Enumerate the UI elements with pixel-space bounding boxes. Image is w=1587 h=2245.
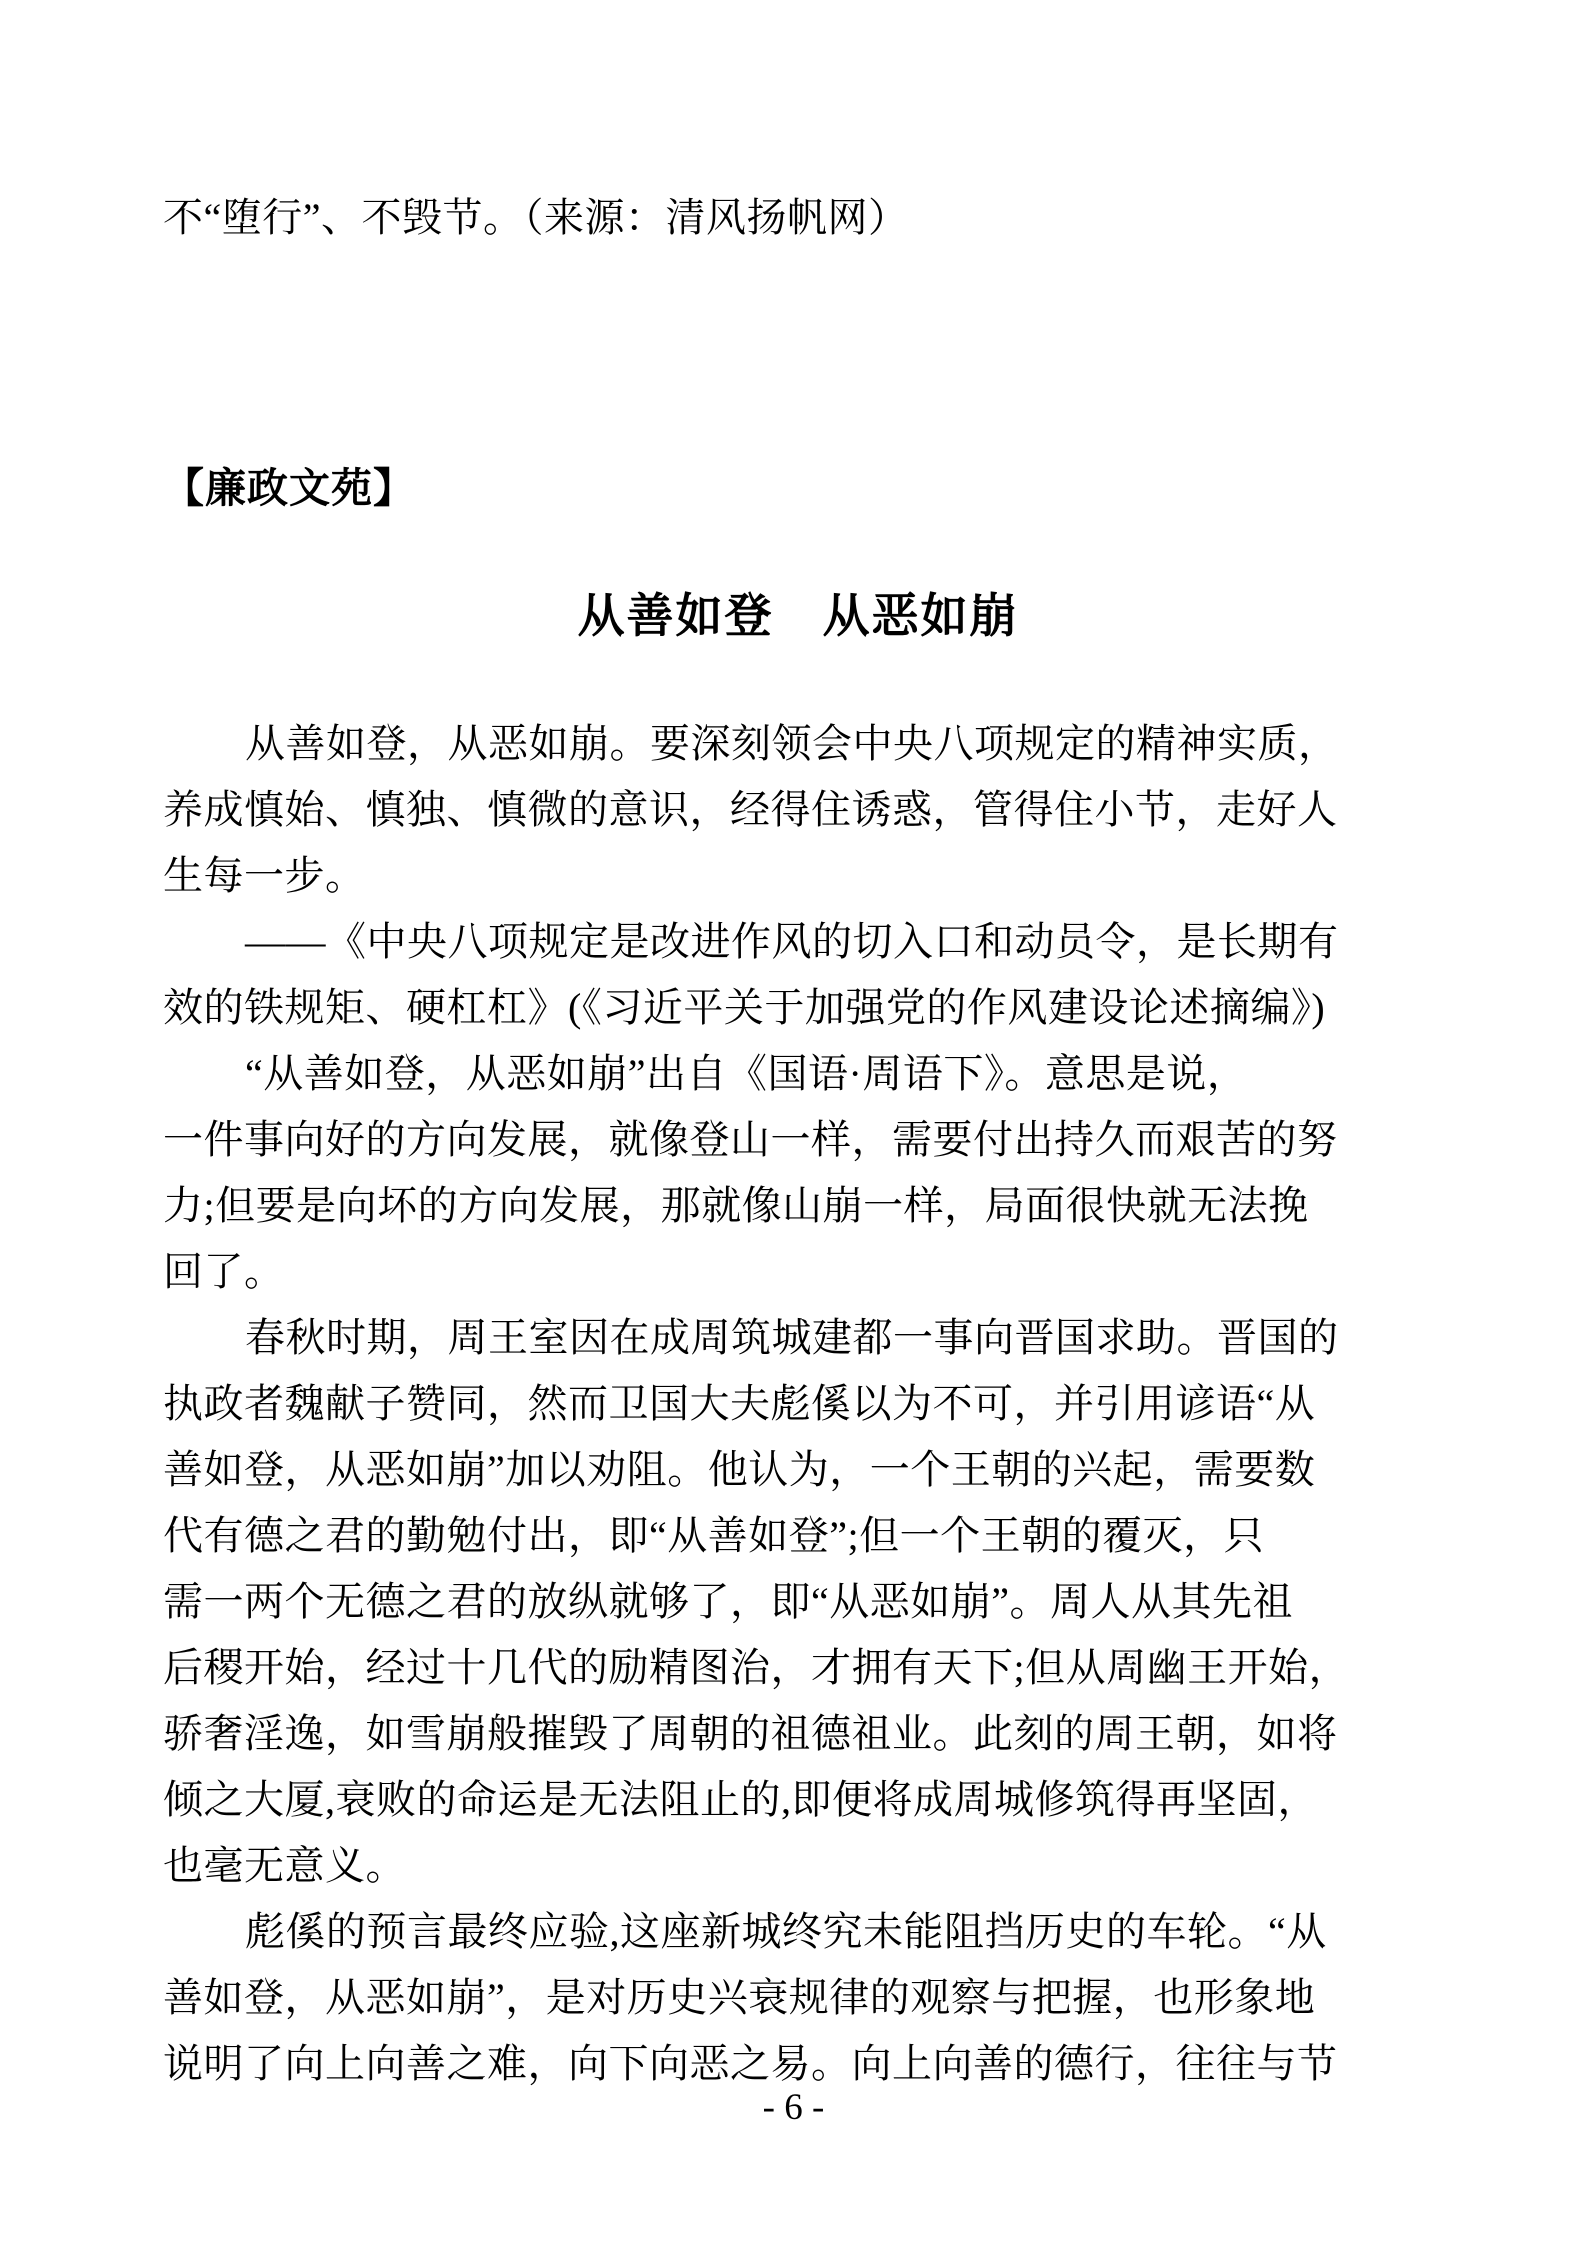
body-line: 执政者魏献子赞同，然而卫国大夫彪傒以为不可，并引用谚语“从 (163, 1381, 1316, 1426)
body-line: 从善如登，从恶如崩。要深刻领会中央八项规定的精神实质， (245, 721, 1339, 766)
page-content (163, 185, 1433, 2097)
body-line: 代有德之君的勤勉付出，即“从善如登”;但一个王朝的覆灭，只 (163, 1513, 1265, 1558)
body-line: 骄奢淫逸，如雪崩般摧毁了周朝的祖德祖业。此刻的周王朝，如将 (163, 1711, 1338, 1756)
body-line: 养成慎始、慎独、慎微的意识，经得住诱惑，管得住小节，走好人 (163, 787, 1338, 832)
body-line: 回了。 (163, 1249, 285, 1294)
body-line: 生每一步。 (163, 853, 366, 898)
article-title: 从善如登 从恶如崩 (577, 591, 1019, 643)
continuation-line: 不“堕行”、不毁节。（来源：清风扬帆网） (163, 195, 909, 240)
body-line: 彪傒的预言最终应验,这座新城终究未能阻挡历史的车轮。“从 (245, 1909, 1327, 1954)
section-header: 【廉政文苑】 (163, 465, 415, 511)
article-body (163, 711, 1433, 2097)
body-line: ——《中央八项规定是改进作风的切入口和动员令，是长期有 (245, 919, 1339, 964)
body-line: 后稷开始，经过十几代的励精图治，才拥有天下;但从周幽王开始， (163, 1645, 1350, 1690)
body-line: 效的铁规矩、硬杠杠》(《习近平关于加强党的作风建设论述摘编》) (163, 985, 1326, 1030)
body-line: 善如登，从恶如崩”加以劝阻。他认为，一个王朝的兴起，需要数 (163, 1447, 1316, 1492)
body-line: 也毫无意义。 (163, 1843, 406, 1888)
body-line: 一件事向好的方向发展，就像登山一样，需要付出持久而艰苦的努 (163, 1117, 1338, 1162)
body-line: 需一两个无德之君的放纵就够了，即“从恶如崩”。周人从其先祖 (163, 1579, 1294, 1624)
body-line: 倾之大厦,衰败的命运是无法阻止的,即便将成周城修筑得再坚固， (163, 1777, 1318, 1822)
page-number: - 6 - (762, 2087, 825, 2128)
body-line: 力;但要是向坏的方向发展，那就像山崩一样，局面很快就无法挽 (163, 1183, 1309, 1228)
body-line: 春秋时期，周王室因在成周筑城建都一事向晋国求助。晋国的 (245, 1315, 1339, 1360)
body-line: “从善如登，从恶如崩”出自《国语·周语下》。意思是说， (245, 1051, 1248, 1096)
body-line: 善如登，从恶如崩”，是对历史兴衰规律的观察与把握，也形象地 (163, 1975, 1316, 2020)
body-line: 说明了向上向善之难，向下向恶之易。向上向善的德行，往往与节 (163, 2041, 1338, 2086)
